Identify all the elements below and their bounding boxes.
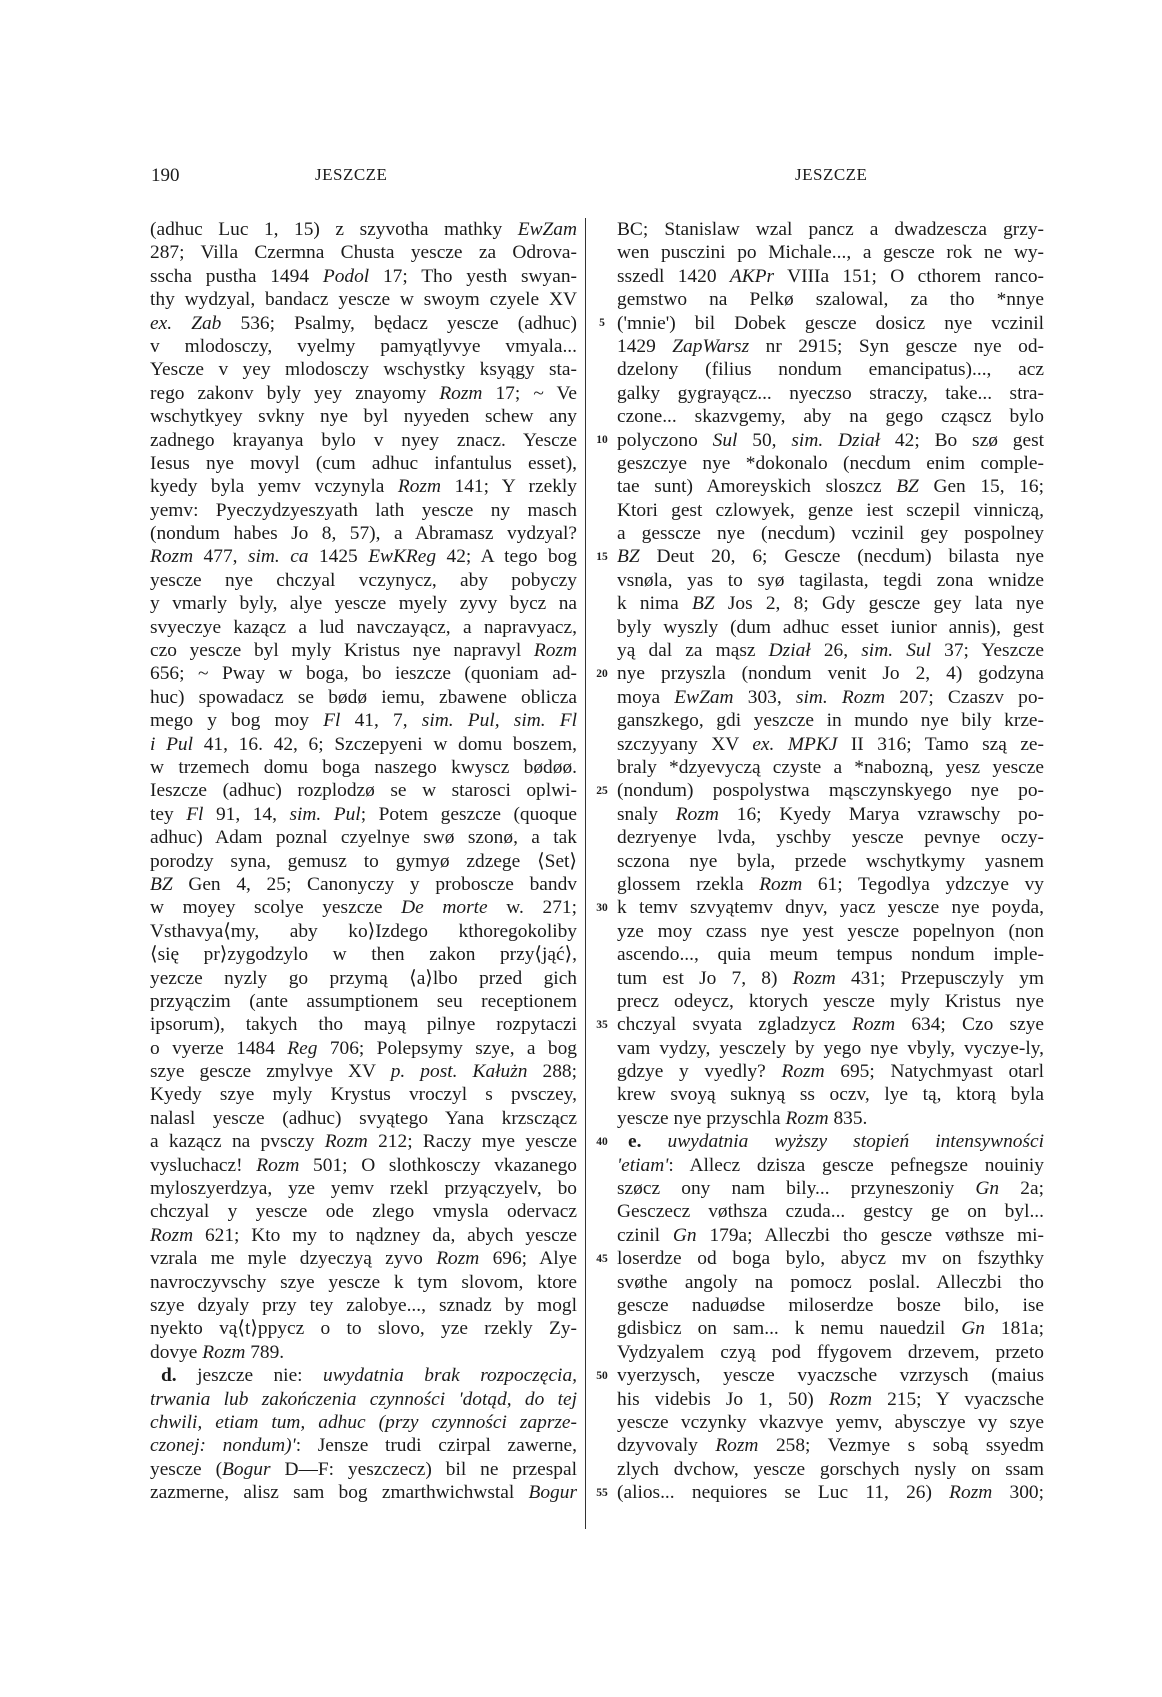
line-number: 30 <box>596 901 608 914</box>
right-line: sszedl 1420 AKPr VIIIa 151; O cthorem ranco- <box>617 265 1044 287</box>
left-line: v mlodosczy, vyelmy pamyątlyvye vmyala... <box>150 335 577 357</box>
left-line: 287; Villa Czermna Chusta yescze za Odrova- <box>150 242 577 264</box>
left-line: zadnego krayanya bylo v nyey znacz. Yescze <box>150 429 577 451</box>
left-line: (nondum habes Jo 8, 57), a Abramasz vydzyal? <box>150 523 577 545</box>
right-line: vam vydzy, yesczely by yego nye vbyly, vyczye-ly, <box>617 1037 1044 1059</box>
right-line: Ktori gest czlowyek, genze iest sczepil vinniczą, <box>617 499 1044 521</box>
left-line: navroczyvschy szye yescze k tym slovom, ktore <box>150 1271 577 1293</box>
line-number: 5 <box>599 316 605 329</box>
right-line: yescze nye przyschla Rozm 835. <box>617 1107 868 1129</box>
left-line: yemv: Pyeczydzyeszyath lath yescze ny masch <box>150 499 577 521</box>
right-line: chczyal svyata zgladzycz Rozm 634; Czo szye <box>617 1014 1044 1036</box>
running-head-right: JESZCZE <box>795 165 868 184</box>
left-line: o vyerze 1484 Reg 706; Polepsymy szye, a bog <box>150 1037 577 1059</box>
right-line: loserdze od boga bylo, abycz mv on fszythky <box>617 1248 1044 1270</box>
left-line: Iesus nye movyl (cum adhuc infantulus esset), <box>150 452 577 474</box>
right-line: his videbis Jo 1, 50) Rozm 215; Y vyaczsche <box>617 1388 1045 1410</box>
left-line: Ieszcze (adhuc) rozplodzø se w starosci oplwi- <box>150 780 577 802</box>
left-line: rego zakonv byly yey znayomy Rozm 17; ~ Ve <box>150 382 577 404</box>
left-line: sscha pustha 1494 Podol 17; Tho yesth swyan- <box>150 265 577 287</box>
right-line: 1429 ZapWarsz nr 2915; Syn gescze nye od- <box>617 335 1044 357</box>
left-line: Rozm 477, sim. ca 1425 EwKReg 42; A tego bog <box>150 546 577 568</box>
left-line: trwania lub zakończenia czynności 'dotąd, do tej <box>150 1388 577 1410</box>
left-line: yescze nye chczyal vczynycz, aby pobyczy <box>150 569 577 591</box>
left-line: nalasl yescze (adhuc) svyątego Yana krzsczącz <box>150 1107 577 1129</box>
right-line: ganszkego, gdi yeszcze in mundo nye bily krze- <box>617 710 1044 732</box>
right-line: krew svoyą suknyą ss oczv, lye tą, ktorą byla <box>617 1084 1044 1106</box>
right-line: czone... skazvgemy, aby na gego cząscz bylo <box>617 406 1044 428</box>
right-line: BZ Deut 20, 6; Gescze (necdum) bilasta nye <box>617 546 1044 568</box>
right-line: yze moy czass nye yest yescze popelnyon (non <box>617 920 1044 942</box>
left-line: chczyal y yescze ode zlego vmysla odervacz <box>150 1201 577 1223</box>
left-line: ⟨się pr⟩zygodzylo w then zakon przy⟨jąć⟩, <box>150 944 577 966</box>
right-line: BC; Stanislaw wzal pancz a dwadzescza grzy- <box>617 219 1044 240</box>
right-line: geszczye nye *dokonalo (necdum enim comple- <box>617 452 1044 474</box>
left-line: adhuc) Adam poznal czyelnye swø szonø, a tak <box>150 827 577 849</box>
column-divider <box>585 218 586 1529</box>
right-line: e. uwydatnia wyższy stopień intensywności <box>628 1131 1044 1153</box>
left-line: huc) spowadacz se bødø iemu, zbawene oblicza <box>150 686 577 708</box>
right-line: k temv szvyątemv dnyv, yacz yescze nye poyda, <box>617 897 1044 919</box>
left-line: w trzemech domu boga naszego kwyscz bødøø. <box>150 756 577 778</box>
right-line: gdzye y vyedly? Rozm 695; Natychmyast otarl <box>617 1061 1044 1083</box>
right-line: yą dal za mąsz Dział 26, sim. Sul 37; Yeszcze <box>617 640 1044 662</box>
left-line: i Pul 41, 16. 42, 6; Szczepyeni w domu boszem, <box>150 733 577 755</box>
right-line: Vydzyalem czyą pod ffygovem drzevem, przeto <box>617 1341 1044 1363</box>
left-line: BZ Gen 4, 25; Canonyczy y probosczе bandv <box>150 873 577 895</box>
left-line: a kazącz na pvsczy Rozm 212; Raczy mye yescze <box>150 1131 577 1153</box>
right-line: snaly Rozm 16; Kyedy Marya vzrawschy po- <box>617 803 1044 825</box>
right-line: yescze vczynky vkazvye yemv, abysczye vy szye <box>617 1411 1044 1433</box>
left-line: Kyedy szye myly Krystus vroczyl s pvsczey, <box>150 1084 577 1106</box>
right-line: Gesczecz vøthsza czuda... gestcy ge on byl... <box>617 1201 1044 1223</box>
running-head-left: JESZCZE <box>315 165 388 184</box>
right-line: zlych dvchow, yescze gorschych nysly on ssam <box>617 1458 1044 1480</box>
right-line: gdisbicz on sam... k nemu nauedzil Gn 181a; <box>617 1318 1044 1340</box>
line-number: 50 <box>596 1369 608 1382</box>
line-number: 15 <box>596 550 608 563</box>
left-line: szye dzyaly przy tey zalobye..., sznadz by mogl <box>150 1294 577 1316</box>
left-line: yezcze nyzly go przymą ⟨a⟩lbo przed gich <box>150 967 577 989</box>
right-line: tum est Jo 7, 8) Rozm 431; Przepusczyly ym <box>617 967 1044 989</box>
right-line: dzyvovaly Rozm 258; Vezmye s sobą ssyedm <box>617 1435 1044 1457</box>
right-line: ('mnie') bil Dobek gescze dosicz nye vczinil <box>617 312 1044 334</box>
line-number: 45 <box>596 1252 608 1265</box>
right-line: wen pusczini po Michale..., a gescze rok ne wy- <box>617 242 1044 264</box>
left-line: mego y bog moy Fl 41, 7, sim. Pul, sim. Fl <box>150 710 577 732</box>
left-line: yescze (Bogur D—F: yeszczecz) bil ne przespal <box>150 1458 577 1480</box>
left-line: Yescze v yey mlodosczy wschystky ksyągy sta- <box>150 359 577 381</box>
right-line: (alios... nequiores se Luc 11, 26) Rozm 300; <box>617 1482 1044 1504</box>
right-line: gemstwo na Pelkø szalowal, za tho *nnye <box>617 289 1044 311</box>
left-line: w moyey scolye yeszcze De morte w. 271; <box>150 897 578 919</box>
left-line: wschytkyey svkny nye byl nyyeden schew any <box>150 406 577 428</box>
left-line: thy wydzyal, bandacz yescze w swoym czyele XV <box>150 289 577 311</box>
left-line: czo yescze byl myly Kristus nye napravyl Rozm <box>150 640 577 662</box>
left-line: d. jeszcze nie: uwydatnia brak rozpoczęcia, <box>161 1365 577 1387</box>
right-text-column <box>617 218 1044 1504</box>
left-line: svyeczye kazącz a lud navczayącz, a napravyacz, <box>150 616 577 638</box>
right-line: dzelony (filius nondum emancipatus)..., acz <box>617 359 1044 381</box>
left-line: y vmarly byly, alye yescze myely zyvy bycz na <box>150 593 577 615</box>
left-line: 656; ~ Pway w boga, bo ieszcze (quoniam ad- <box>150 663 577 685</box>
right-line: glossem rzekla Rozm 61; Tegodlya ydzczye vy <box>617 873 1044 895</box>
line-number: 40 <box>596 1135 608 1148</box>
right-line: polyczono Sul 50, sim. Dział 42; Bo szø gest <box>617 429 1044 451</box>
left-line: przyączim (ante assumptionem seu receptionem <box>150 990 577 1012</box>
left-line: zazmerne, alisz sam bog zmarthwichwstal Bogur <box>150 1482 577 1504</box>
right-line: vyerzysch, yescze vyaczsche vzrzysch (maius <box>617 1365 1044 1387</box>
right-line: a gesscze nye (necdum) vczinil gey pospolney <box>617 523 1044 545</box>
right-line: moya EwZam 303, sim. Rozm 207; Czaszv po- <box>617 686 1044 708</box>
left-line: szye gescze zmylvye XV p. post. Kałużn 288; <box>150 1061 577 1083</box>
left-line: porodzy syna, gemusz to gymyø zdzege ⟨Set⟩ <box>150 850 577 872</box>
right-line: szczyyany XV ex. MPKJ II 316; Tamo szą ze- <box>617 733 1044 755</box>
right-line: byly wyszly (dum adhuc esset iunior annis), gest <box>617 616 1044 638</box>
right-line: braly *dzyevyczą czyste a *nabozną, yesz yescze <box>617 756 1044 778</box>
line-number: 20 <box>596 667 608 680</box>
left-line: tey Fl 91, 14, sim. Pul; Potem geszcze (quoque <box>150 803 577 825</box>
right-line: precz odeycz, ktorych yescze myly Kristus nye <box>617 990 1044 1012</box>
left-line: vzrala me myle dzyeczyą zyvo Rozm 696; Alye <box>150 1248 577 1270</box>
page-number: 190 <box>151 165 180 186</box>
right-line: czinil Gn 179a; Alleczbi tho gescze vøthsze mi- <box>617 1224 1044 1246</box>
left-line: chwili, etiam tum, adhuc (przy czynności zaprze- <box>150 1411 577 1433</box>
line-number: 35 <box>596 1018 608 1031</box>
right-line: galky gygrayącz... nyeczso straczy, take... stra- <box>617 382 1044 404</box>
right-line: svøthe angoly na pomocz poslal. Alleczbi tho <box>617 1271 1044 1293</box>
right-line: dezryenye lvda, yschby yescze pevnye oczy- <box>617 827 1044 849</box>
left-line: kyedy byla yemv vczynyla Rozm 141; Y rzekly <box>150 476 578 498</box>
right-line: ascendo..., quia meum tempus nondum imple- <box>617 944 1044 966</box>
right-line: sczona nye byla, przede wschytkymy yasnem <box>617 850 1044 872</box>
right-line: tae sunt) Amoreyskich sloszcz BZ Gen 15, 16; <box>617 476 1044 498</box>
left-line: dovye Rozm 789. <box>150 1341 285 1363</box>
left-line: vysluchacz! Rozm 501; O slothkosczy vkazanego <box>150 1154 578 1176</box>
left-line: (adhuc Luc 1, 15) z szyvotha mathky EwZam <box>150 219 577 240</box>
right-line: vsnøla, yas to syø tagilasta, tegdi zona wnidze <box>617 569 1044 591</box>
left-text-column <box>150 218 577 1504</box>
right-line: szøcz ony nam bily... przyneszoniy Gn 2a; <box>617 1178 1044 1200</box>
line-number: 10 <box>596 433 608 446</box>
left-line: nyekto vą⟨t⟩ppycz o to slovo, yze rzekly Zy- <box>150 1318 577 1340</box>
right-line: (nondum) pospolystwa mąsczynskyego nye po- <box>617 780 1044 802</box>
left-line: czonej: nondum)': Jensze trudi czirpal zawerne, <box>150 1435 577 1457</box>
line-number: 25 <box>596 784 608 797</box>
line-number: 55 <box>596 1486 608 1499</box>
right-line: 'etiam': Allecz dzisza gescze pefnegsze nouiniy <box>617 1154 1044 1176</box>
right-line: nye przyszla (nondum venit Jo 2, 4) godzyna <box>617 663 1044 685</box>
left-line: myloszyerdzya, yze yemv rzekl przyączyelv, bo <box>150 1178 577 1200</box>
left-line: ipsorum), takych tho mayą pilnye rozpytaczi <box>150 1014 577 1036</box>
left-line: ex. Zab 536; Psalmy, będacz yescze (adhuc) <box>150 312 577 334</box>
left-line: Rozm 621; Kto my to nądzney da, abych yescze <box>150 1224 577 1246</box>
right-line: gescze naduødse miloserdze bosze bilo, ise <box>617 1294 1044 1316</box>
right-line: k nima BZ Jos 2, 8; Gdy gescze gey lata nye <box>617 593 1044 615</box>
left-line: Vsthavya⟨my, aby ko⟩Izdego kthoregokoliby <box>150 920 577 942</box>
